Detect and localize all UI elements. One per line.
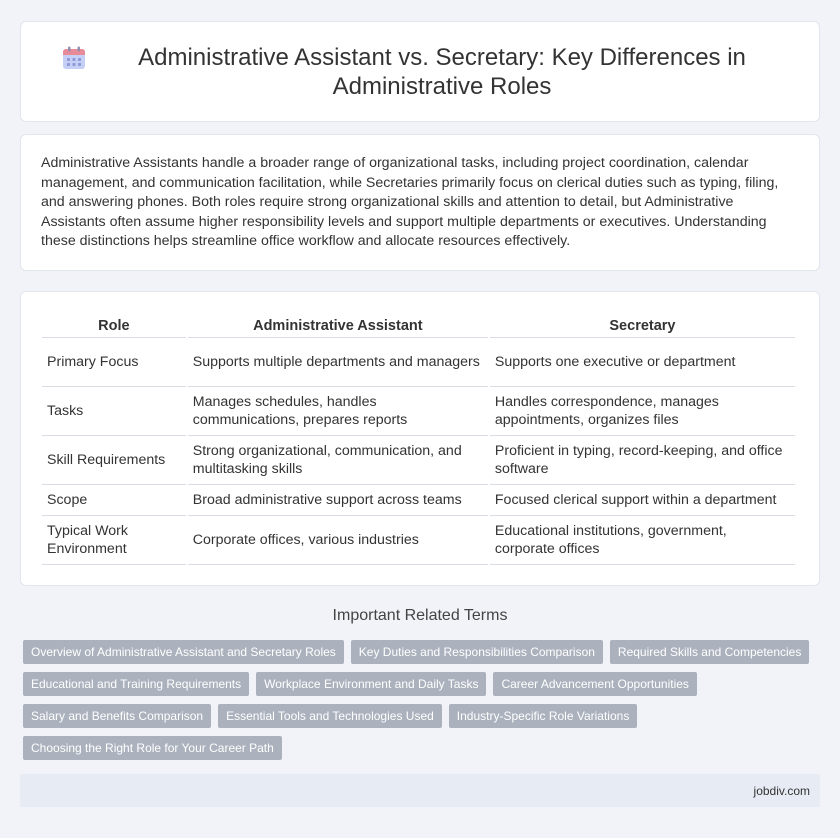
table-cell: Proficient in typing, record-keeping, and office software [490, 436, 795, 485]
table-row [42, 516, 795, 565]
intro-text: Administrative Assistants handle a broader range of organizational tasks, including project coordination, calendar management, and communication facilitation, while Secretaries primarily focus on clerical duties such as typing, filing, and answering phones. Both roles require strong organizational skills and attention to detail, but Administrative Assistants often assume higher responsibility levels and support multiple departments or executives. Understanding these distinctions helps streamline office workflow and allocate resources effectively. [41, 155, 779, 249]
related-term-tag[interactable]: Salary and Benefits Comparison [23, 704, 211, 728]
table-cell: Broad administrative support across teams [188, 485, 488, 516]
header-role: Role [42, 311, 186, 338]
related-terms-tags [23, 640, 823, 760]
table-cell: Manages schedules, handles communications, prepares reports [188, 387, 488, 436]
footer [20, 774, 820, 807]
table-row [42, 338, 795, 387]
intro-card [20, 134, 820, 271]
title-card [20, 21, 820, 122]
table-cell: Strong organizational, communication, and multitasking skills [188, 436, 488, 485]
header-secretary: Secretary [490, 311, 795, 338]
related-term-tag[interactable]: Educational and Training Requirements [23, 672, 249, 696]
related-term-tag[interactable]: Workplace Environment and Daily Tasks [256, 672, 486, 696]
related-term-tag[interactable]: Essential Tools and Technologies Used [218, 704, 442, 728]
table-cell: Skill Requirements [42, 436, 186, 485]
table-row [42, 387, 795, 436]
table-cell: Educational institutions, government, corporate offices [490, 516, 795, 565]
related-term-tag[interactable]: Career Advancement Opportunities [493, 672, 696, 696]
related-term-tag[interactable]: Overview of Administrative Assistant and Secretary Roles [23, 640, 344, 664]
table-cell: Tasks [42, 387, 186, 436]
related-term-tag[interactable]: Choosing the Right Role for Your Career Path [23, 736, 282, 760]
table-cell: Focused clerical support within a department [490, 485, 795, 516]
table-cell: Typical Work Environment [42, 516, 186, 565]
table-row [42, 436, 795, 485]
table-row [42, 485, 795, 516]
table-cell: Supports one executive or department [490, 338, 795, 387]
table-cell: Supports multiple departments and managers [188, 338, 488, 387]
calendar-icon [61, 45, 87, 71]
related-terms-heading: Important Related Terms [332, 607, 508, 624]
related-term-tag[interactable]: Industry-Specific Role Variations [449, 704, 638, 728]
table-cell: Handles correspondence, manages appointments, organizes files [490, 387, 795, 436]
comparison-table-card [20, 291, 820, 586]
comparison-table [40, 311, 797, 565]
table-cell: Scope [42, 485, 186, 516]
title-wrap [21, 43, 819, 101]
related-term-tag[interactable]: Key Duties and Responsibilities Comparison [351, 640, 603, 664]
table-cell: Corporate offices, various industries [188, 516, 488, 565]
table-cell: Primary Focus [42, 338, 186, 387]
page-title: Administrative Assistant vs. Secretary: Key Differences in Administrative Roles [138, 43, 746, 100]
related-term-tag[interactable]: Required Skills and Competencies [610, 640, 809, 664]
header-administrative-assistant: Administrative Assistant [188, 311, 488, 338]
table-header-row [42, 311, 795, 338]
footer-site-link[interactable]: jobdiv.com [753, 783, 810, 798]
